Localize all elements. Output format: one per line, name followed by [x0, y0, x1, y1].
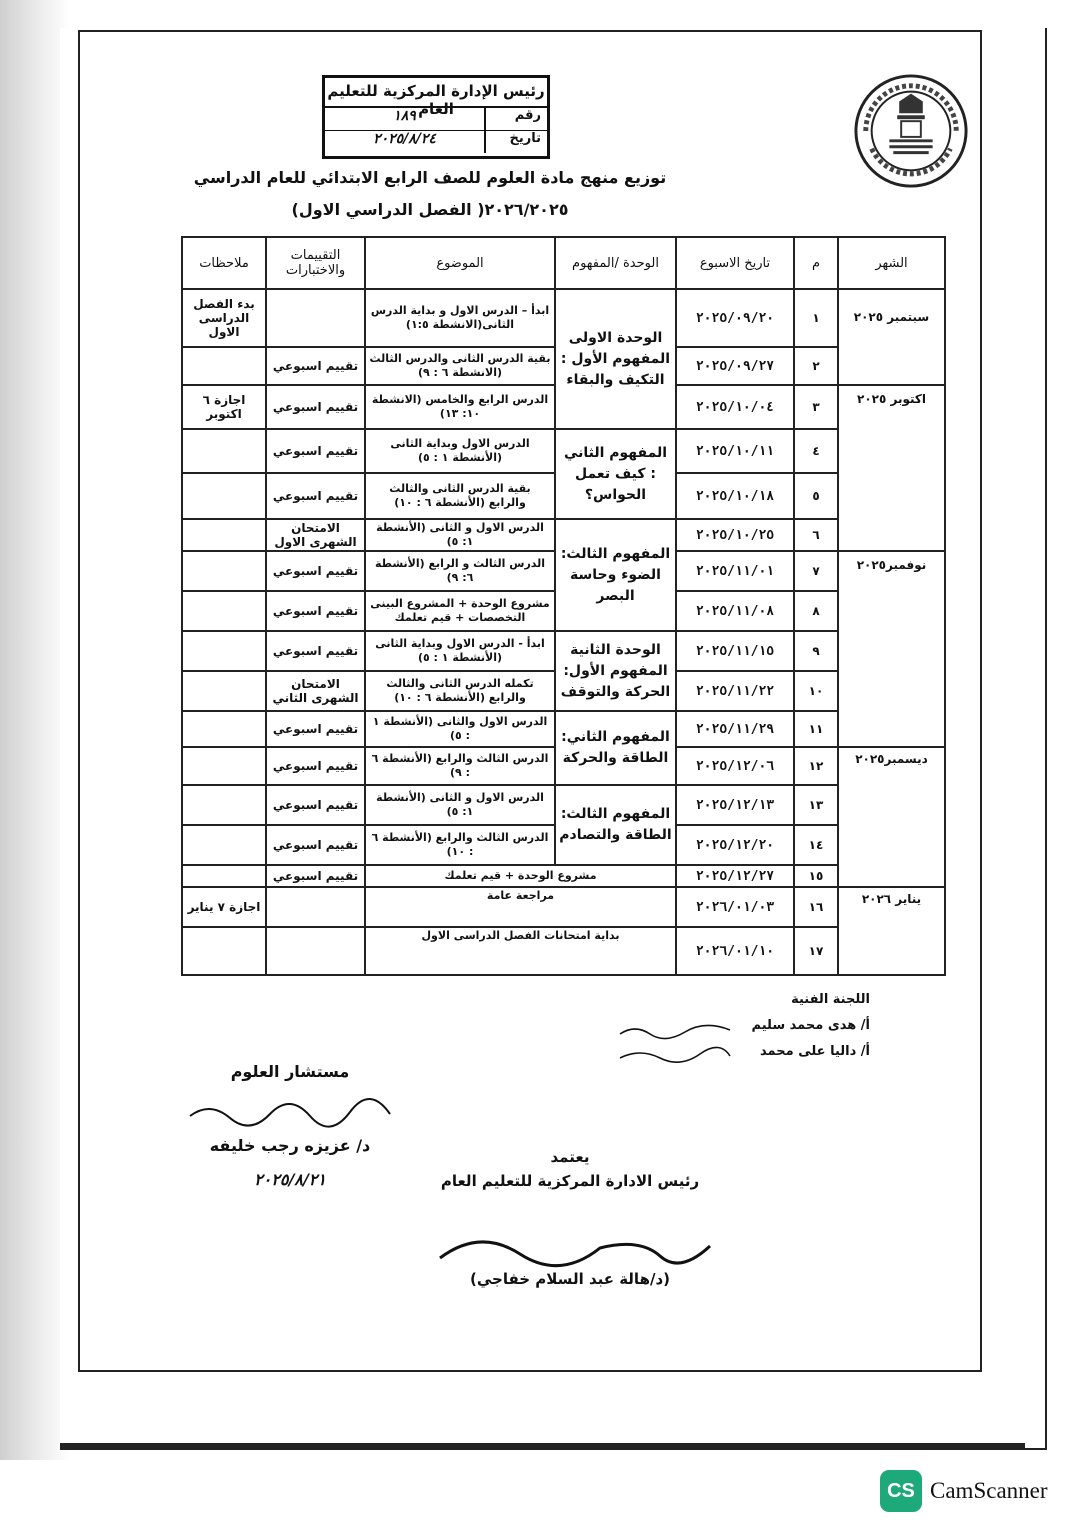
assessment-cell: تقييم اسبوعي	[266, 473, 365, 519]
note-cell	[182, 671, 266, 711]
assessment-cell: تقييم اسبوعي	[266, 591, 365, 631]
committee-signatures-icon	[615, 1020, 735, 1064]
table-row	[182, 927, 945, 975]
note-cell	[182, 591, 266, 631]
note-cell	[182, 785, 266, 825]
topic-cell: مشروع الوحدة + المشروع البينى التخصصات + قيم تعلمك	[365, 591, 555, 631]
note-cell	[182, 747, 266, 785]
topic-cell: بداية امتحانات الفصل الدراسى الاول	[365, 927, 676, 975]
note-cell: اجازة ٧ يناير	[182, 887, 266, 927]
header-month: الشهر	[838, 237, 945, 289]
month-cell: يناير ٢٠٢٦	[838, 887, 945, 975]
header-unit: الوحدة /المفهوم	[555, 237, 676, 289]
row-number: ١٤	[794, 825, 838, 865]
note-cell	[182, 429, 266, 473]
topic-cell: الدرس الاول و الثانى (الأنشطة ١: ٥)	[365, 519, 555, 551]
approval-label: يعتمد	[550, 1148, 590, 1166]
row-number: ١٠	[794, 671, 838, 711]
topic-cell: مراجعة عامة	[365, 887, 676, 927]
table-header-row	[182, 237, 945, 289]
topic-cell: الدرس الرابع والخامس (الانشطة ١٠: ١٣)	[365, 385, 555, 429]
unit-cell: المفهوم الثالث: الضوء وحاسة البصر	[555, 519, 676, 631]
topic-cell: ابدأ – الدرس الاول و بداية الدرس الثانى(الانشطة ١:٥)	[365, 289, 555, 347]
assessment-cell: الامتحان الشهرى الثاني	[266, 671, 365, 711]
row-number: ٧	[794, 551, 838, 591]
curriculum-table	[181, 236, 946, 976]
camscanner-logo-icon: CS	[880, 1470, 922, 1512]
row-number: ٦	[794, 519, 838, 551]
assessment-cell: الامتحان الشهرى الاول	[266, 519, 365, 551]
assessment-cell: تقييم اسبوعي	[266, 747, 365, 785]
unit-cell: الوحدة الاولى المفهوم الأول : التكيف والبقاء	[555, 289, 676, 429]
note-cell	[182, 347, 266, 385]
assessment-cell: تقييم اسبوعي	[266, 825, 365, 865]
week-date: ٢٠٢٥/٠٩/٢٠	[676, 289, 794, 347]
row-number: ١٦	[794, 887, 838, 927]
note-cell: اجازة ٦ اكتوبر	[182, 385, 266, 429]
week-date: ٢٠٢٥/١١/٠١	[676, 551, 794, 591]
note-cell	[182, 825, 266, 865]
month-cell: اكتوبر ٢٠٢٥	[838, 385, 945, 551]
week-date: ٢٠٢٥/١١/٢٢	[676, 671, 794, 711]
row-number: ١٣	[794, 785, 838, 825]
table-row	[182, 429, 945, 473]
committee-member-1: أ/ هدى محمد سليم	[751, 1018, 870, 1033]
approval-title: رئيس الادارة المركزية للتعليم العام	[440, 1172, 700, 1190]
month-cell: نوفمبر٢٠٢٥	[838, 551, 945, 747]
month-cell: سبتمبر ٢٠٢٥	[838, 289, 945, 385]
week-date: ٢٠٢٥/١١/٠٨	[676, 591, 794, 631]
committee-title: اللجنة الفنية	[791, 992, 870, 1007]
row-number: ٥	[794, 473, 838, 519]
assessment-cell: تقييم اسبوعي	[266, 551, 365, 591]
advisor-signature-icon	[180, 1096, 400, 1132]
assessment-cell: تقييم اسبوعي	[266, 429, 365, 473]
topic-cell: بقية الدرس الثانى والدرس الثالث (الانشطة ٦ : ٩)	[365, 347, 555, 385]
assessment-cell: تقييم اسبوعي	[266, 631, 365, 671]
week-date: ٢٠٢٥/١٢/٢٠	[676, 825, 794, 865]
table-row	[182, 865, 945, 887]
table-row	[182, 785, 945, 825]
week-date: ٢٠٢٥/١٠/٢٥	[676, 519, 794, 551]
header-assessments: التقييمات والاختبارات	[266, 237, 365, 289]
week-date: ٢٠٢٥/١٢/١٣	[676, 785, 794, 825]
stamp-number-label: رقم	[484, 108, 547, 130]
header-topic: الموضوع	[365, 237, 555, 289]
topic-cell: تكمله الدرس الثانى والثالث والرابع (الأنشطة ٦ : ١٠)	[365, 671, 555, 711]
stamp-date-row	[325, 131, 547, 153]
note-cell	[182, 473, 266, 519]
assessment-cell	[266, 887, 365, 927]
row-number: ٣	[794, 385, 838, 429]
week-date: ٢٠٢٥/٠٩/٢٧	[676, 347, 794, 385]
row-number: ٨	[794, 591, 838, 631]
topic-cell: الدرس الاول و الثانى (الأنشطة ١: ٥)	[365, 785, 555, 825]
table-row	[182, 631, 945, 671]
note-cell	[182, 631, 266, 671]
week-date: ٢٠٢٥/١٢/٢٧	[676, 865, 794, 887]
assessment-cell: تقييم اسبوعي	[266, 865, 365, 887]
topic-cell: الدرس الاول والثانى (الأنشطة ١ : ٥)	[365, 711, 555, 747]
week-date: ٢٠٢٥/١٠/١٨	[676, 473, 794, 519]
row-number: ١٧	[794, 927, 838, 975]
row-number: ١١	[794, 711, 838, 747]
advisor-name: د/ عزيزه رجب خليفه	[209, 1136, 371, 1155]
note-cell	[182, 551, 266, 591]
camscanner-label: CamScanner	[930, 1478, 1048, 1503]
stamp-title: رئيس الإدارة المركزية للتعليم العام	[325, 78, 547, 108]
assessment-cell: تقييم اسبوعي	[266, 385, 365, 429]
header-week-date: تاريخ الاسبوع	[676, 237, 794, 289]
approval-name: (د/هالة عبد السلام خفاجي)	[470, 1270, 670, 1288]
camscanner-watermark	[880, 1470, 1048, 1512]
note-cell	[182, 927, 266, 975]
assessment-cell: تقييم اسبوعي	[266, 711, 365, 747]
row-number: ٩	[794, 631, 838, 671]
assessment-cell: تقييم اسبوعي	[266, 785, 365, 825]
table-row	[182, 289, 945, 347]
row-number: ١٥	[794, 865, 838, 887]
week-date: ٢٠٢٦/٠١/١٠	[676, 927, 794, 975]
table-row	[182, 887, 945, 927]
month-cell: ديسمبر٢٠٢٥	[838, 747, 945, 887]
advisor-date: ٢٠٢٥/٨/٢١	[254, 1170, 326, 1189]
row-number: ١٢	[794, 747, 838, 785]
topic-cell: مشروع الوحدة + قيم تعلمك	[365, 865, 676, 887]
table-row	[182, 711, 945, 747]
header-notes: ملاحظات	[182, 237, 266, 289]
topic-cell: الدرس الاول وبداية الثانى (الأنشطة ١ : ٥)	[365, 429, 555, 473]
unit-cell: المفهوم الثاني: الطاقة والحركة	[555, 711, 676, 785]
note-cell	[182, 519, 266, 551]
week-date: ٢٠٢٥/١١/٢٩	[676, 711, 794, 747]
note-cell: بدء الفصل الدراسى الاول	[182, 289, 266, 347]
approval-signature-icon	[420, 1228, 720, 1268]
scan-bottom-edge	[60, 1443, 1025, 1449]
week-date: ٢٠٢٦/٠١/٠٣	[676, 887, 794, 927]
week-date: ٢٠٢٥/١٢/٠٦	[676, 747, 794, 785]
topic-cell: الدرس الثالث والرابع (الأنشطة ٦ : ٩)	[365, 747, 555, 785]
assessment-cell	[266, 289, 365, 347]
stamp-date-value: ٢٠٢٥/٨/٢٤	[373, 131, 436, 147]
document-title: توزيع منهج مادة العلوم للصف الرابع الابتدائي للعام الدراسي	[193, 168, 667, 187]
topic-cell: ابدأ - الدرس الاول وبداية الثانى (الأنشطة ١ : ٥)	[365, 631, 555, 671]
advisor-title: مستشار العلوم	[230, 1062, 350, 1081]
approval-stamp	[420, 1148, 720, 1326]
unit-cell: المفهوم الثالث: الطاقة والتصادم	[555, 785, 676, 865]
note-cell	[182, 711, 266, 747]
document-subtitle: ٢٠٢٦/٢٠٢٥( الفصل الدراسي الاول)	[291, 200, 569, 219]
row-number: ١	[794, 289, 838, 347]
week-date: ٢٠٢٥/١١/١٥	[676, 631, 794, 671]
stamp-number-row	[325, 108, 547, 131]
note-cell	[182, 865, 266, 887]
table-row	[182, 519, 945, 551]
assessment-cell	[266, 927, 365, 975]
committee-member-2: أ/ داليا على محمد	[760, 1044, 870, 1059]
unit-cell: المفهوم الثاني : كيف تعمل الحواس؟	[555, 429, 676, 519]
row-number: ٢	[794, 347, 838, 385]
topic-cell: الدرس الثالث والرابع (الأنشطة ٦ : ١٠)	[365, 825, 555, 865]
science-advisor	[180, 1062, 400, 1189]
topic-cell: الدرس الثالث و الرابع (الأنشطة ٦: ٩)	[365, 551, 555, 591]
week-date: ٢٠٢٥/١٠/١١	[676, 429, 794, 473]
topic-cell: بقية الدرس الثانى والثالث والرابع (الأنشطة ٦ : ١٠)	[365, 473, 555, 519]
ministry-seal-icon	[852, 72, 970, 190]
assessment-cell: تقييم اسبوعي	[266, 347, 365, 385]
registration-stamp	[322, 75, 550, 159]
stamp-date-label: تاريخ	[484, 131, 547, 153]
unit-cell: الوحدة الثانية المفهوم الأول: الحركة والتوقف	[555, 631, 676, 711]
header-number: م	[794, 237, 838, 289]
week-date: ٢٠٢٥/١٠/٠٤	[676, 385, 794, 429]
stamp-number-value: ١٨٩	[393, 108, 416, 124]
row-number: ٤	[794, 429, 838, 473]
